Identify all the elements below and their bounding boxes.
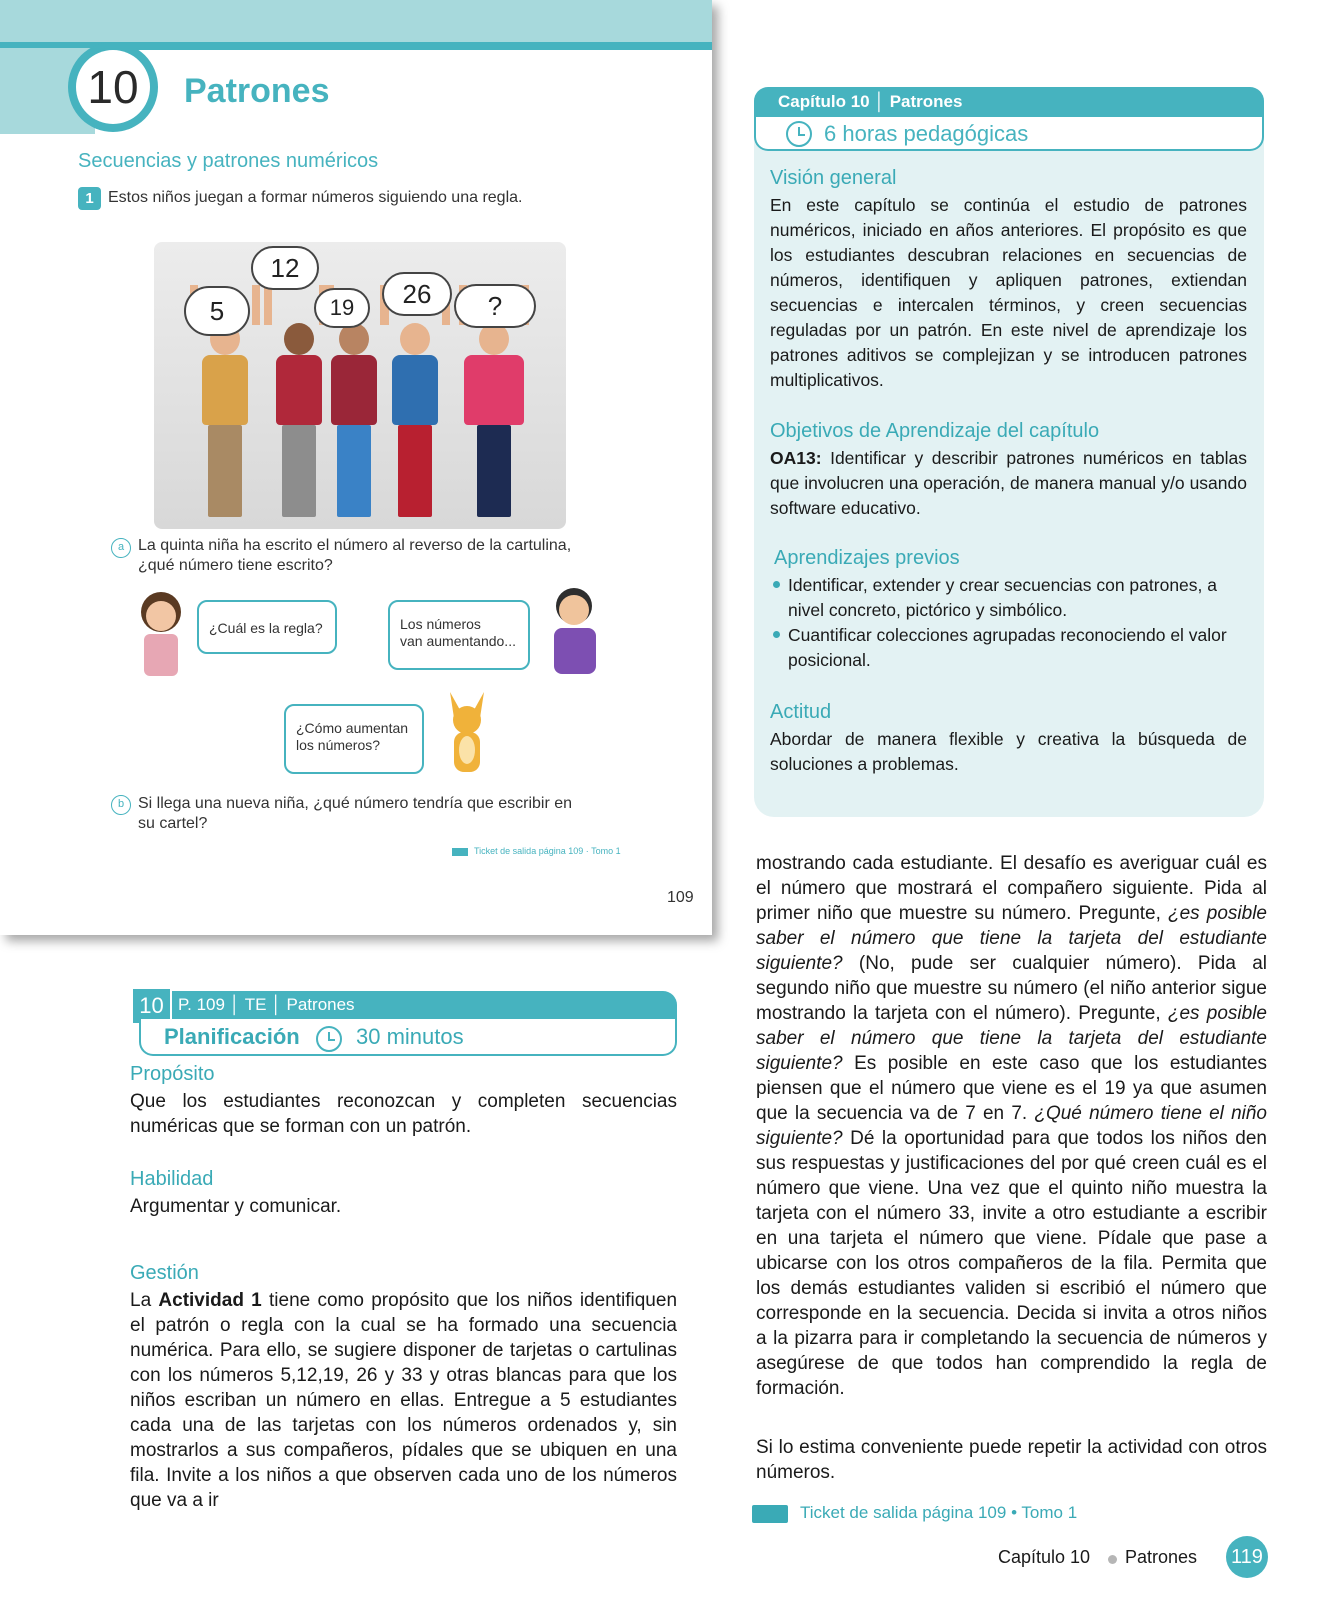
number-bubble-3: 19 <box>314 288 370 328</box>
objetivos-text-block <box>770 446 1247 521</box>
question-a-line-1: La quinta niña ha escrito el número al reverso de la cartulina, <box>138 537 572 554</box>
clock-icon <box>316 1026 342 1052</box>
speech-bubble-fox <box>284 704 424 774</box>
child-5 <box>464 323 524 517</box>
chapter-header-text: Capítulo 10 │ Patrones <box>778 92 963 111</box>
question-b-line-1: Si llega una nueva niña, ¿qué número tendría que escribir en <box>138 795 573 812</box>
speech-girl-text: ¿Cuál es la regla? <box>209 620 323 636</box>
planning-chapter-number: 10 <box>131 987 172 1025</box>
girl-character-illustration <box>136 588 186 683</box>
question-a-line-2: ¿qué número tiene escrito? <box>138 557 333 574</box>
section-subtitle: Secuencias y patrones numéricos <box>78 150 379 172</box>
habilidad-heading: Habilidad <box>130 1168 214 1190</box>
repeat-paragraph: Si lo estima conveniente puede repetir la actividad con otros números. <box>756 1437 1267 1483</box>
clock-icon <box>786 121 812 147</box>
ticket-reference: Ticket de salida página 109 · Tomo 1 <box>474 846 621 856</box>
proposito-heading: Propósito <box>130 1063 215 1085</box>
actitud-text: Abordar de manera flexible y creativa la búsqueda de soluciones a problemas. <box>770 729 1247 774</box>
bullet-1 <box>773 581 780 588</box>
speech-boy-line-1: Los números <box>400 616 481 632</box>
objetivos-heading: Objetivos de Aprendizaje del capítulo <box>770 420 1100 442</box>
gestion-heading: Gestión <box>130 1262 199 1284</box>
p1-italic-3: ¿Qué número tiene el niño siguiente? <box>756 1103 1267 1149</box>
vision-text: En este capítulo se continúa el estudio de patrones numéricos, iniciado en años anteriores. El propósito es que los estudiantes descubran relaciones en secuencias de números, identifiquen y apliquen patrones, extiendan secuencias e intercalen términos, y creen secuencias reguladas por un patrón. En este nivel de aprendizaje los patrones aditivos se complejizan y se introducen patrones multiplicativos. <box>770 195 1247 390</box>
management-continuation <box>756 851 1267 1401</box>
gestion-bold: Actividad 1 <box>158 1290 262 1311</box>
activity-text: Estos niños juegan a formar números siguiendo una regla. <box>108 189 523 206</box>
objetivo-text: Identificar y describir patrones numéricos en tablas que involucren una operación, de manera manual y/o usando software educativo. <box>770 448 1247 518</box>
planning-label: Planificación <box>164 1024 300 1049</box>
planning-header-text: P. 109 │ TE │ Patrones <box>178 995 355 1014</box>
question-b-line-2: su cartel? <box>138 815 208 832</box>
boy-character-illustration <box>548 584 604 681</box>
bullet-2 <box>773 631 780 638</box>
actitud-heading: Actitud <box>770 701 832 723</box>
children-photo <box>154 242 566 529</box>
student-page-thumbnail <box>0 0 712 935</box>
ticket-reference: Ticket de salida página 109 • Tomo 1 <box>800 1503 1078 1522</box>
footer-chapter: Capítulo 10 <box>998 1547 1091 1567</box>
speech-fox-line-1: ¿Cómo aumentan <box>296 720 409 736</box>
ticket-icon <box>752 1505 788 1523</box>
fox-character-illustration <box>442 688 492 785</box>
gestion-text-block <box>130 1288 677 1513</box>
number-bubble-5: ? <box>454 284 536 328</box>
chapter-number: 10 <box>76 50 150 124</box>
ticket-icon <box>452 848 468 856</box>
number-bubble-4: 26 <box>382 272 452 316</box>
top-band <box>0 0 712 48</box>
child-2 <box>276 323 322 517</box>
number-bubble-1: 5 <box>184 286 250 336</box>
question-a-marker: a <box>111 538 131 558</box>
child-3 <box>331 323 377 517</box>
p1-italic-2: ¿es posible saber el número que tiene la tarjeta del estudiante siguiente? <box>756 1003 1267 1074</box>
vision-heading: Visión general <box>770 167 897 189</box>
child-1 <box>202 323 248 517</box>
activity-number-badge: 1 <box>78 187 101 210</box>
footer-separator-dot <box>1108 1555 1117 1564</box>
p1-a: mostrando cada estudiante. El desafío es averiguar cuál es el número que mostrará el compañero siguiente. Pida al primer niño que muestre su número. Pregunte, <box>756 853 1267 924</box>
previos-heading: Aprendizajes previos <box>774 547 960 569</box>
p1-italic-1: ¿es posible saber el número que tiene la tarjeta del estudiante siguiente? <box>756 903 1267 974</box>
planning-time: 30 minutos <box>356 1024 464 1049</box>
previos-item-2: Cuantificar colecciones agrupadas reconociendo el valor posicional. <box>788 625 1227 670</box>
habilidad-text: Argumentar y comunicar. <box>130 1196 342 1217</box>
footer-title: Patrones <box>1125 1547 1198 1567</box>
page-number: 119 <box>1226 1536 1268 1578</box>
hours-text: 6 horas pedagógicas <box>824 121 1029 146</box>
gestion-text: tiene como propósito que los niños identifiquen el patrón o regla con la cual se ha formado una secuencia numérica. Para ello, se sugiere disponer de tarjetas o cartulinas con los números 5,12,19, 26 y 33 y otras blancas para que los niños escriban un número en ellas. Entregue a 5 estudiantes cada una de las tarjetas con los números ordenados y, sin mostrarlos a sus compañeros, pídales que se ubiquen en una fila. Invite a los niños a que observen cada uno de los números que va a ir <box>130 1290 678 1511</box>
previos-item-1: Identificar, extender y crear secuencias con patrones, a nivel concreto, pictórico y simbólico. <box>788 575 1217 620</box>
speech-fox-line-2: los números? <box>296 737 381 753</box>
child-4 <box>392 323 438 517</box>
speech-boy-line-2: van aumentando... <box>400 633 516 649</box>
question-b-marker: b <box>111 795 131 815</box>
speech-bubble-girl <box>197 600 337 654</box>
student-page-number: 109 <box>667 889 694 906</box>
p1-d: Dé la oportunidad para que todos los niños den sus respuestas y justificaciones del por qué creen cuál es el número que viene. Una vez que el quinto niño muestra la tarjeta con el número 33, invite a otro estudiante a escribir en una tarjeta el número que viene. Pídale que pase a ubicarse con los otros compañeros de la fila. Permita que los demás estudiantes validen si escribió el número que corresponde en la secuencia. Decida si invita a otros niños a la pizarra para ir completando la secuencia de números y asegúrese de que todos han comprendido la regla de formación. <box>756 1128 1267 1399</box>
p1-b: (No, pude ser cualquier número). Pida al segundo niño que muestre su número (el niño anterior sigue mostrando la tarjeta con el número). Pregunte, <box>756 953 1267 1024</box>
gestion-pre: La <box>130 1290 159 1311</box>
number-bubble-2: 12 <box>251 246 319 290</box>
speech-bubble-boy <box>388 600 530 670</box>
proposito-text: Que los estudiantes reconozcan y completen secuencias numéricas que se forman con un patrón. <box>130 1091 677 1137</box>
chapter-title: Patrones <box>184 72 330 110</box>
p1-c: Es posible en este caso que los estudiantes piensen que el número que viene es el 19 ya que asumen que la secuencia va de 7 en 7. <box>756 1053 1267 1124</box>
objetivo-code: OA13: <box>770 448 822 468</box>
